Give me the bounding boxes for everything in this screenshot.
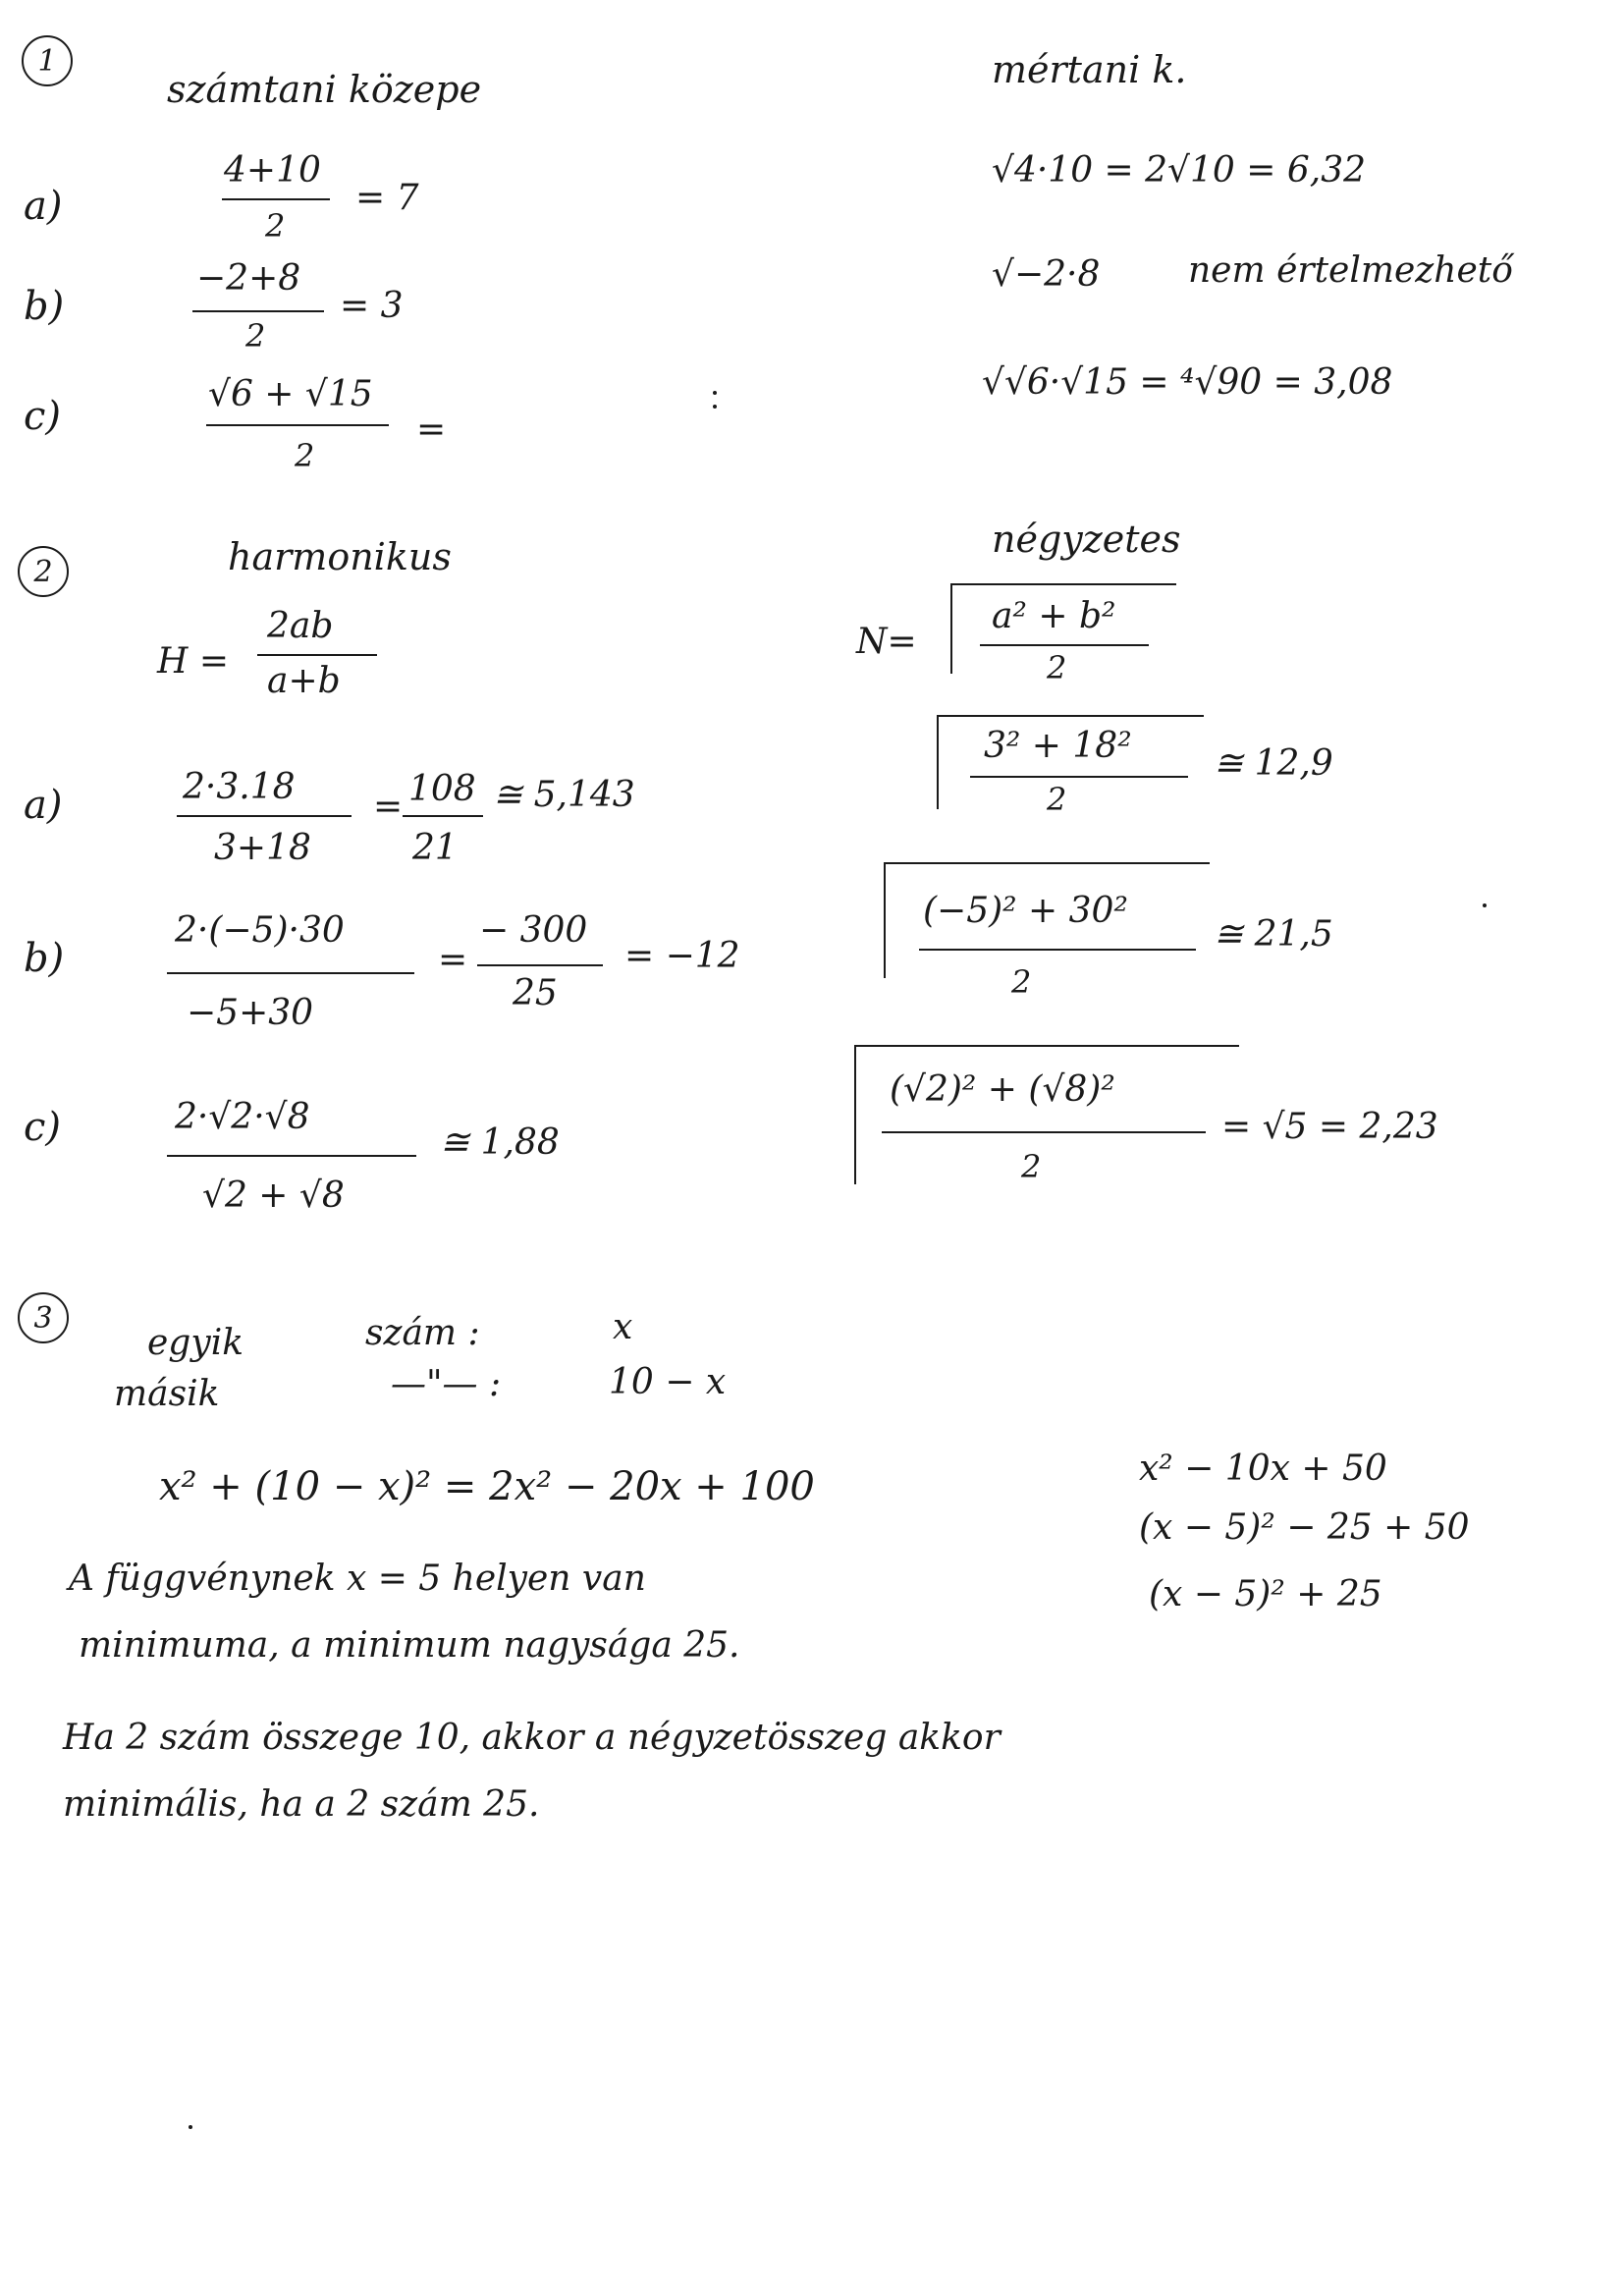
s1-a-denominator: 2 bbox=[265, 207, 286, 245]
s2-qc-numerator: (√2)² + (√8)² bbox=[890, 1069, 1115, 1110]
s1-c-denominator: 2 bbox=[295, 437, 315, 474]
s2-b-result: = −12 bbox=[624, 936, 740, 976]
s2-a-numerator-2: 108 bbox=[408, 769, 476, 809]
s2-c-denominator: √2 + √8 bbox=[202, 1175, 345, 1216]
stray-mark bbox=[189, 2125, 192, 2129]
s1-b-denominator: 2 bbox=[245, 317, 266, 355]
harmonic-formula-lhs: H = bbox=[157, 641, 230, 682]
s3-right-line-2: (x − 5)² − 25 + 50 bbox=[1139, 1507, 1470, 1548]
s1-a-numerator: 4+10 bbox=[224, 150, 321, 191]
s2-qa-result: ≅ 12,9 bbox=[1214, 743, 1333, 784]
s1-c-numerator: √6 + √15 bbox=[208, 374, 373, 414]
s3-row2-word: másik bbox=[114, 1374, 220, 1414]
s3-right-line-3: (x − 5)² + 25 bbox=[1149, 1574, 1382, 1614]
s2-qc-fraction-bar bbox=[882, 1131, 1206, 1133]
section-2-number: 2 bbox=[18, 546, 69, 597]
s3-row2-label: —"— : bbox=[391, 1364, 502, 1404]
section-1-number: 1 bbox=[22, 35, 73, 86]
s2-qb-result: ≅ 21,5 bbox=[1214, 914, 1333, 955]
s1-label-c: c) bbox=[24, 394, 62, 439]
s1-a-fraction-bar bbox=[222, 198, 330, 200]
s2-qa-fraction-bar bbox=[970, 776, 1188, 778]
s1-geometric-a: √4·10 = 2√10 = 6,32 bbox=[992, 150, 1367, 191]
s2-qc-radical bbox=[854, 1045, 1239, 1184]
s2-c-numerator: 2·√2·√8 bbox=[175, 1097, 310, 1137]
s2-b-fraction-bar bbox=[167, 972, 414, 974]
s2-label-a: a) bbox=[24, 783, 63, 828]
quadratic-formula-denominator: 2 bbox=[1047, 649, 1067, 686]
s2-qc-denominator: 2 bbox=[1021, 1148, 1042, 1185]
section-1-title-left: számtani közepe bbox=[167, 68, 482, 111]
s2-label-b: b) bbox=[24, 936, 65, 981]
s2-b-numerator-2: − 300 bbox=[479, 910, 588, 951]
s2-qb-denominator: 2 bbox=[1011, 963, 1032, 1001]
quadratic-formula-numerator: a² + b² bbox=[992, 596, 1116, 636]
s2-qa-denominator: 2 bbox=[1047, 781, 1067, 818]
s2-qc-result: = √5 = 2,23 bbox=[1221, 1107, 1438, 1147]
s2-b-fraction-bar-2 bbox=[477, 964, 603, 966]
s3-row1-value: x bbox=[613, 1307, 633, 1347]
s2-a-denominator: 3+18 bbox=[214, 828, 311, 868]
s2-c-result: ≅ 1,88 bbox=[440, 1122, 560, 1163]
s3-row1-word: egyik bbox=[147, 1323, 244, 1363]
s3-right-line-1: x² − 10x + 50 bbox=[1139, 1449, 1387, 1489]
section-2-title-right: négyzetes bbox=[992, 518, 1181, 561]
s1-geometric-b: √−2·8 bbox=[992, 254, 1101, 295]
stray-mark bbox=[713, 391, 717, 395]
s2-b-eq: = bbox=[438, 940, 468, 980]
s2-qa-numerator: 3² + 18² bbox=[984, 726, 1132, 766]
s1-b-fraction-bar bbox=[192, 310, 324, 312]
harmonic-formula-denominator: a+b bbox=[267, 661, 341, 701]
section-2-title-left: harmonikus bbox=[228, 535, 452, 578]
harmonic-formula-bar bbox=[257, 654, 377, 656]
s3-text-line-2: minimuma, a minimum nagysága 25. bbox=[79, 1625, 740, 1666]
s2-a-fraction-bar-2 bbox=[403, 815, 483, 817]
s3-main-equation: x² + (10 − x)² = 2x² − 20x + 100 bbox=[159, 1464, 815, 1509]
s1-label-a: a) bbox=[24, 184, 63, 229]
s3-text-line-1: A függvénynek x = 5 helyen van bbox=[69, 1558, 646, 1599]
quadratic-formula-bar bbox=[980, 644, 1149, 646]
s2-b-numerator: 2·(−5)·30 bbox=[175, 910, 345, 951]
section-1-title-right: mértani k. bbox=[992, 48, 1187, 91]
s3-row2-value: 10 − x bbox=[609, 1362, 727, 1402]
s1-c-fraction-bar bbox=[206, 424, 389, 426]
s2-a-eq: = bbox=[373, 787, 404, 827]
s2-b-denominator-2: 25 bbox=[513, 973, 558, 1013]
s1-label-b: b) bbox=[24, 284, 65, 329]
s3-text-line-4: minimális, ha a 2 szám 25. bbox=[63, 1784, 540, 1825]
s2-qb-fraction-bar bbox=[919, 949, 1196, 951]
s1-b-result: = 3 bbox=[340, 286, 404, 326]
stray-mark bbox=[1483, 903, 1487, 907]
s1-geometric-b-note: nem értelmezhető bbox=[1188, 250, 1513, 291]
s2-a-fraction-bar bbox=[177, 815, 352, 817]
section-3-number: 3 bbox=[18, 1292, 69, 1343]
s2-a-result: ≅ 5,143 bbox=[493, 775, 635, 815]
s2-a-denominator-2: 21 bbox=[412, 828, 458, 868]
s1-geometric-c: √√6·√15 = ⁴√90 = 3,08 bbox=[982, 362, 1393, 403]
s2-label-c: c) bbox=[24, 1105, 62, 1150]
s3-text-line-3: Ha 2 szám összege 10, akkor a négyzetösszeg akkor bbox=[63, 1718, 1001, 1758]
s2-a-numerator: 2·3.18 bbox=[183, 767, 296, 807]
s3-row1-label: szám : bbox=[365, 1313, 480, 1353]
s1-b-numerator: −2+8 bbox=[196, 258, 301, 299]
s2-qb-numerator: (−5)² + 30² bbox=[923, 891, 1128, 931]
quadratic-formula-lhs: N= bbox=[856, 622, 917, 662]
s1-c-result: = bbox=[416, 410, 447, 450]
s2-c-fraction-bar bbox=[167, 1155, 416, 1157]
harmonic-formula-numerator: 2ab bbox=[267, 606, 334, 646]
stray-mark bbox=[713, 405, 717, 409]
s1-a-result: = 7 bbox=[355, 178, 419, 218]
s2-b-denominator: −5+30 bbox=[187, 993, 314, 1033]
